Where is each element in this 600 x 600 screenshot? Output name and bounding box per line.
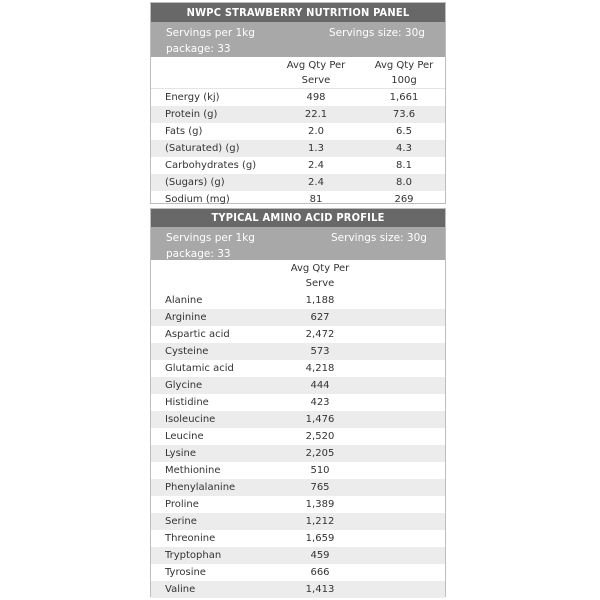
amino-acid-label: Threonine <box>165 533 216 544</box>
per-serve-value: 1,212 <box>305 516 335 527</box>
per-serve-value: 1,188 <box>305 295 335 306</box>
amino-row <box>151 462 445 479</box>
amino-acid-label: Isoleucine <box>165 414 216 425</box>
nutrition-rows <box>151 89 445 208</box>
amino-row <box>151 377 445 394</box>
amino-acid-label: Tryptophan <box>165 550 222 561</box>
per-100g-value: 1,661 <box>389 92 419 103</box>
amino-acid-label: Aspartic acid <box>165 329 230 340</box>
amino-column-headers <box>151 260 445 292</box>
per-serve-value: 2,472 <box>305 329 335 340</box>
per-serve-value: 459 <box>310 550 330 561</box>
nutrition-row <box>151 157 445 174</box>
per-serve-value: 2.4 <box>308 177 324 188</box>
per-serve-value: 510 <box>310 465 330 476</box>
nutrition-row <box>151 89 445 106</box>
nutrient-label: (Sugars) (g) <box>165 177 225 188</box>
amino-acid-label: Proline <box>165 499 199 510</box>
nutrition-panel-title: NWPC STRAWBERRY NUTRITION PANEL <box>151 3 445 22</box>
per-100g-value: 8.1 <box>396 160 412 171</box>
per-serve-value: 498 <box>306 92 326 103</box>
per-serve-value: 2,205 <box>305 448 335 459</box>
amino-serving-size: Servings size: 30g <box>331 232 427 244</box>
per-100g-value: 8.0 <box>396 177 412 188</box>
amino-row <box>151 445 445 462</box>
per-serve-value: 444 <box>310 380 330 391</box>
amino-row <box>151 326 445 343</box>
col-header-per-100g: Avg Qty Per 100g <box>374 60 434 86</box>
per-serve-value: 1,476 <box>305 414 335 425</box>
amino-acid-panel <box>150 208 446 597</box>
servings-per-text: Servings per 1kg <box>166 27 255 39</box>
nutrition-row <box>151 106 445 123</box>
amino-row <box>151 496 445 513</box>
per-serve-value: 81 <box>309 194 323 205</box>
nutrition-serving-size: Servings size: 30g <box>329 27 425 39</box>
nutrient-label: Fats (g) <box>165 126 203 137</box>
amino-acid-label: Cysteine <box>165 346 209 357</box>
amino-row <box>151 360 445 377</box>
nutrient-label: (Saturated) (g) <box>165 143 240 154</box>
amino-acid-label: Valine <box>165 584 196 595</box>
per-serve-value: 666 <box>310 567 330 578</box>
amino-row <box>151 343 445 360</box>
per-100g-value: 269 <box>394 194 414 205</box>
per-100g-value: 4.3 <box>396 143 412 154</box>
amino-acid-label: Arginine <box>165 312 207 323</box>
per-serve-value: 22.1 <box>304 109 328 120</box>
per-serve-value: 4,218 <box>305 363 335 374</box>
amino-panel-title: TYPICAL AMINO ACID PROFILE <box>151 209 445 227</box>
per-serve-value: 2.0 <box>308 126 324 137</box>
nutrient-label: Carbohydrates (g) <box>165 160 257 171</box>
per-serve-value: 627 <box>310 312 330 323</box>
per-serve-value: 1.3 <box>308 143 324 154</box>
amino-row <box>151 309 445 326</box>
per-serve-value: 573 <box>310 346 330 357</box>
nutrition-panel <box>150 2 446 204</box>
amino-acid-label: Lysine <box>165 448 197 459</box>
nutrition-row <box>151 174 445 191</box>
nutrition-row <box>151 123 445 140</box>
amino-row <box>151 530 445 547</box>
nutrient-label: Protein (g) <box>165 109 218 120</box>
amino-row <box>151 479 445 496</box>
amino-rows <box>151 292 445 598</box>
amino-acid-label: Tyrosine <box>165 567 206 578</box>
col-header-per-serve: Avg Qty Per Serve <box>290 263 350 289</box>
amino-acid-label: Histidine <box>165 397 209 408</box>
amino-row <box>151 547 445 564</box>
amino-row <box>151 581 445 598</box>
amino-row <box>151 564 445 581</box>
per-100g-value: 73.6 <box>392 109 416 120</box>
per-100g-value: 6.5 <box>396 126 412 137</box>
nutrient-label: Sodium (mg) <box>165 194 230 205</box>
amino-acid-label: Leucine <box>165 431 204 442</box>
package-text: package: 33 <box>166 43 231 55</box>
nutrition-servings-per <box>166 25 255 57</box>
amino-row <box>151 292 445 309</box>
amino-row <box>151 394 445 411</box>
amino-acid-label: Alanine <box>165 295 203 306</box>
per-serve-value: 2.4 <box>308 160 324 171</box>
nutrition-row <box>151 191 445 208</box>
per-serve-value: 1,413 <box>305 584 335 595</box>
amino-serving-info <box>151 227 445 260</box>
nutrient-label: Energy (kj) <box>165 92 220 103</box>
amino-acid-label: Methionine <box>165 465 221 476</box>
amino-row <box>151 513 445 530</box>
nutrition-column-headers <box>151 57 445 89</box>
nutrition-serving-info <box>151 22 445 57</box>
amino-row <box>151 428 445 445</box>
per-serve-value: 423 <box>310 397 330 408</box>
amino-acid-label: Phenylalanine <box>165 482 236 493</box>
per-serve-value: 1,659 <box>305 533 335 544</box>
servings-per-text: Servings per 1kg <box>166 232 255 244</box>
package-text: package: 33 <box>166 248 231 260</box>
per-serve-value: 1,389 <box>305 499 335 510</box>
amino-acid-label: Glutamic acid <box>165 363 234 374</box>
nutrition-row <box>151 140 445 157</box>
amino-row <box>151 411 445 428</box>
per-serve-value: 2,520 <box>305 431 335 442</box>
col-header-per-serve: Avg Qty Per Serve <box>286 60 346 86</box>
amino-acid-label: Serine <box>165 516 197 527</box>
amino-acid-label: Glycine <box>165 380 203 391</box>
amino-servings-per <box>166 230 255 262</box>
per-serve-value: 765 <box>310 482 330 493</box>
